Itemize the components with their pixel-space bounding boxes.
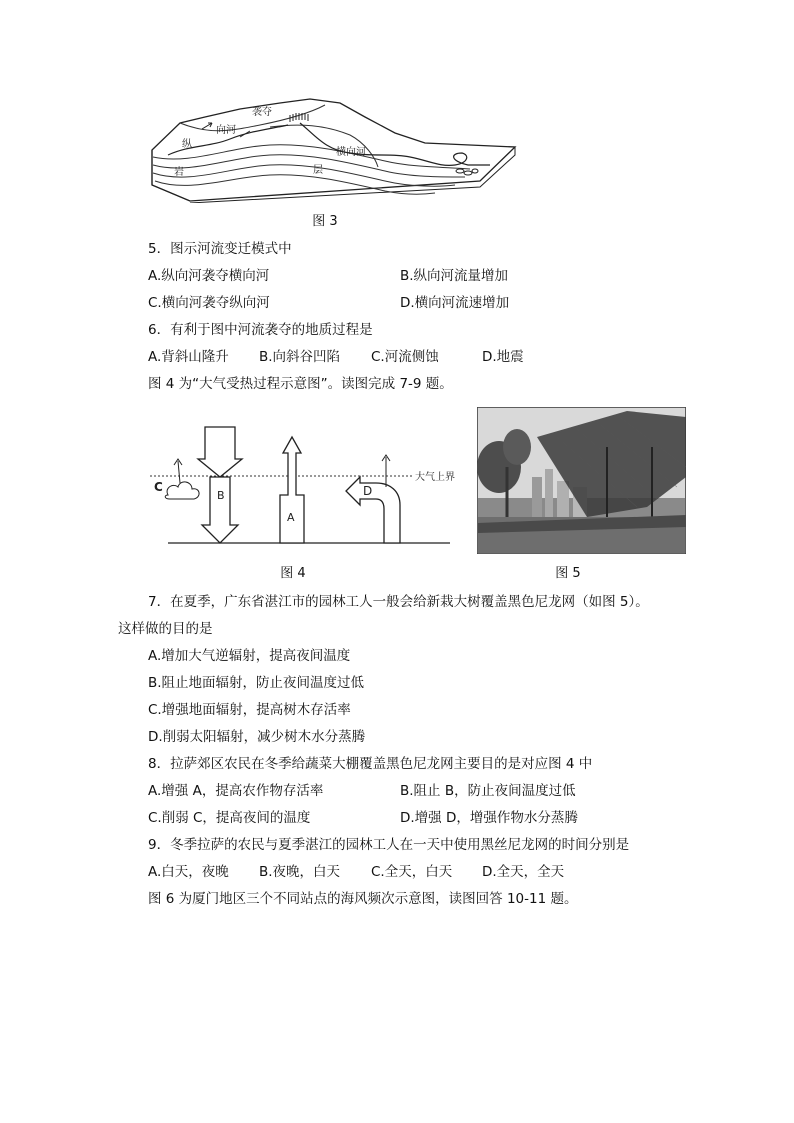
- figure-5-photo: [477, 407, 686, 554]
- label-c: C: [154, 480, 163, 494]
- q9-option-a: A.白天，夜晚: [148, 864, 229, 880]
- q7-option-a: A.增加大气逆辐射，提高夜间温度: [148, 648, 351, 664]
- q7-option-d: D.削弱太阳辐射，减少树木水分蒸腾: [148, 729, 366, 745]
- label-longitudinal-river: 向河: [216, 125, 236, 136]
- q8-option-b: B.阻止 B，防止夜间温度过低: [400, 783, 576, 799]
- q7-option-b: B.阻止地面辐射，防止夜间温度过低: [148, 675, 365, 691]
- q8-option-d: D.增强 D，增强作物水分蒸腾: [400, 810, 578, 826]
- label-longitudinal-char: 纵: [182, 139, 192, 150]
- q9-stem: 9．冬季拉萨的农民与夏季湛江的园林工人在一天中使用黑丝尼龙网的时间分别是: [148, 837, 630, 853]
- arrow-b-solar: [198, 427, 242, 477]
- q5-option-d: D.横向河流速增加: [400, 295, 510, 311]
- buildings: [532, 477, 542, 517]
- arrow-d-counter: [346, 477, 400, 543]
- label-transverse-river: 横向河: [336, 147, 366, 158]
- label-a: A: [287, 511, 295, 524]
- q9-option-c: C.全天，白天: [371, 864, 453, 880]
- intro-figure-6: 图 6 为厦门地区三个不同站点的海风频次示意图，读图回答 10-11 题。: [148, 891, 578, 907]
- figure-4-diagram: [150, 425, 455, 550]
- label-rock-left: 岩: [174, 167, 184, 178]
- arrow-a-ground: [280, 437, 304, 543]
- q6-option-d: D.地震: [482, 349, 524, 365]
- label-atmosphere-top: 大气上界: [415, 472, 455, 483]
- q7-stem-line1: 7．在夏季，广东省湛江市的园林工人一般会给新栽大树覆盖黑色尼龙网（如图 5）。: [148, 594, 649, 610]
- q9-option-b: B.夜晚，白天: [259, 864, 341, 880]
- figure-3-diagram: [150, 95, 518, 203]
- q7-option-c: C.增强地面辐射，提高树木存活率: [148, 702, 351, 718]
- q6-option-b: B.向斜谷凹陷: [259, 349, 341, 365]
- figure-3-caption: 图 3: [312, 214, 338, 229]
- cloud: [165, 482, 199, 499]
- q6-option-a: A.背斜山隆升: [148, 349, 229, 365]
- q5-option-b: B.纵向河流量增加: [400, 268, 509, 284]
- figure-5-caption: 图 5: [555, 566, 581, 581]
- q8-option-a: A.增强 A，提高农作物存活率: [148, 783, 324, 799]
- q8-option-c: C.削弱 C，提高夜间的温度: [148, 810, 311, 826]
- q5-option-c: C.横向河袭夺纵向河: [148, 295, 270, 311]
- figure-4-caption: 图 4: [280, 566, 306, 581]
- q8-stem: 8．拉萨郊区农民在冬季给蔬菜大棚覆盖黑色尼龙网主要目的是对应图 4 中: [148, 756, 593, 772]
- q9-option-d: D.全天，全天: [482, 864, 565, 880]
- label-capture: 袭夺: [252, 107, 272, 118]
- label-rock-right: 层: [313, 165, 323, 176]
- label-b: B: [217, 489, 225, 502]
- q6-option-c: C.河流侧蚀: [371, 349, 439, 365]
- q6-stem: 6．有利于图中河流袭夺的地质过程是: [148, 322, 373, 338]
- label-d: D: [363, 484, 373, 498]
- q5-option-a: A.纵向河袭夺横向河: [148, 268, 270, 284]
- q7-stem-line2: 这样做的目的是: [118, 621, 213, 637]
- intro-figure-4: 图 4 为“大气受热过程示意图”。读图完成 7-9 题。: [148, 376, 453, 392]
- q5-stem: 5．图示河流变迁模式中: [148, 241, 292, 257]
